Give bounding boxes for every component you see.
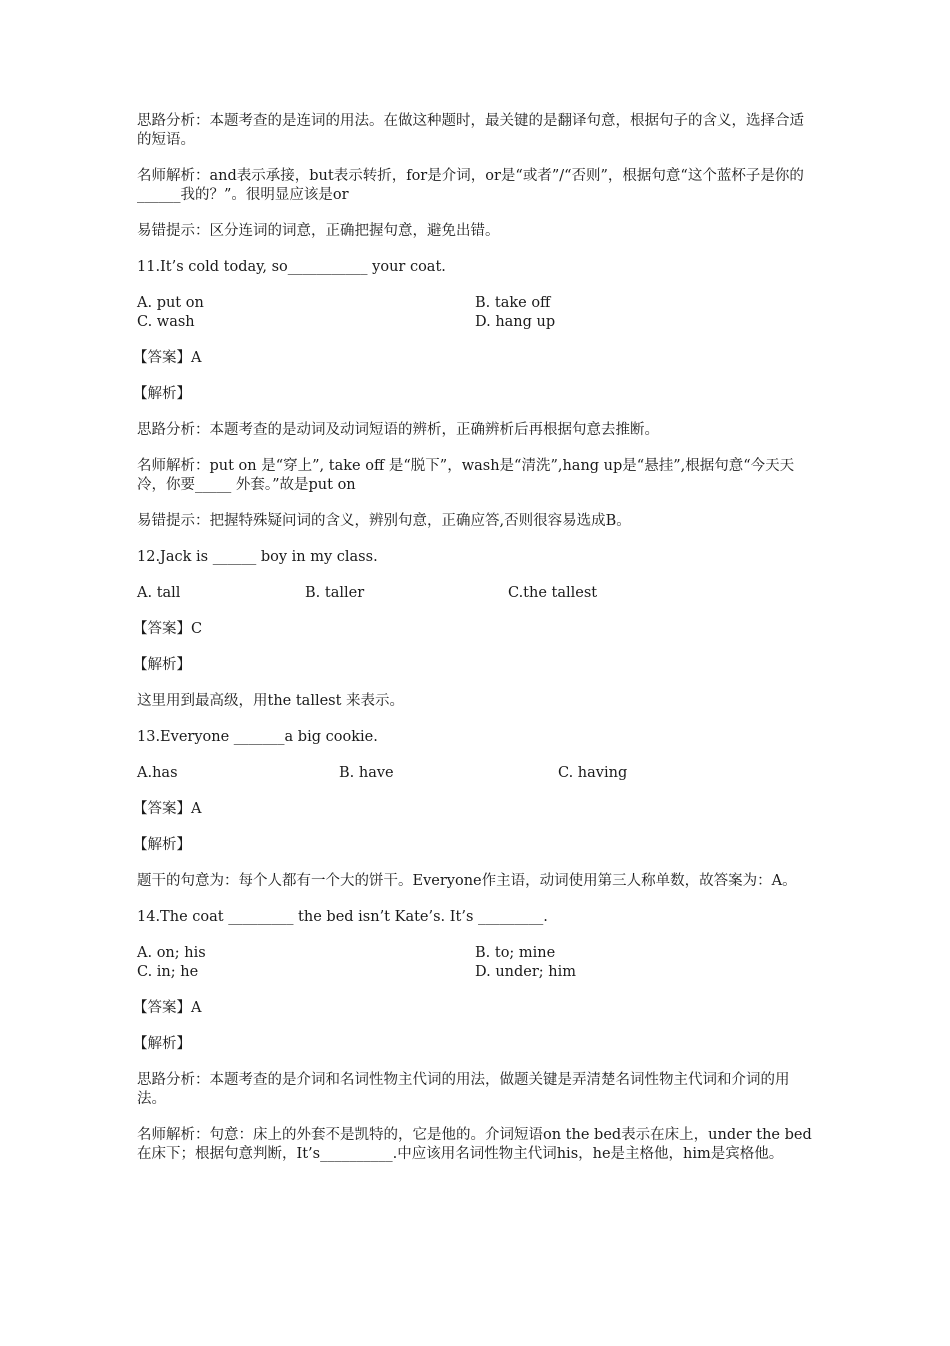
question-12: 12.Jack is ______ boy in my class. [137,549,378,565]
explanation-text: 这里用到最高级，用the tallest 来表示。 [137,693,405,709]
option-c: C.the tallest [508,585,598,601]
answer-label: 【答案】A [133,801,202,817]
options-row [137,313,817,332]
analysis-text: 思路分析：本题考查的是动词及动词短语的辨析，正确辨析后再根据句意去推断。 [137,422,659,438]
options-row [137,584,817,603]
options-row [137,963,817,982]
answer-label: 【答案】A [133,1000,202,1016]
option-b: B. take off [475,295,551,311]
answer-label: 【答案】C [133,621,203,637]
option-c: C. having [558,765,628,781]
explanation-heading: 【解析】 [133,1036,191,1052]
option-d: D. under; him [475,964,577,980]
document-page [133,112,817,1181]
option-b: B. have [339,765,394,781]
analysis-text: 思路分析：本题考查的是连词的用法。在做这种题时，最关键的是翻译句意，根据句子的含义，选择合适的短语。 [137,113,804,148]
error-tip: 易错提示：区分连词的词意，正确把握句意，避免出错。 [137,223,500,239]
teacher-explanation: 名师解析：and表示承接，but表示转折，for是介词，or是“或者”/“否则”，根据句意“这个蓝杯子是你的______我的？”。很明显应该是or [137,168,804,203]
explanation-heading: 【解析】 [133,386,191,402]
option-c: C. in; he [137,964,199,980]
option-d: D. hang up [475,314,556,330]
option-b: B. to; mine [475,945,556,961]
options-row [137,764,817,783]
teacher-explanation: 名师解析：句意：床上的外套不是凯特的，它是他的。介词短语on the bed表示在床上，under the bed在床下；根据句意判断，It’s__________.中应该用名词性物主代词his，he是主格他，him是宾格他。 [137,1127,812,1162]
explanation-heading: 【解析】 [133,837,191,853]
teacher-explanation: 名师解析：put on 是“穿上”, take off 是“脱下”，wash是“清洗”,hang up是“悬挂”,根据句意“今天天冷，你要_____ 外套。”故是put on [137,458,795,493]
options-row [137,294,817,313]
option-b: B. taller [305,585,365,601]
question-14: 14.The coat _________ the bed isn’t Kate’s. It’s _________. [137,909,548,925]
answer-label: 【答案】A [133,350,202,366]
question-11: 11.It’s cold today, so___________ your coat. [137,259,446,275]
question-13: 13.Everyone _______a big cookie. [137,729,378,745]
analysis-text: 思路分析：本题考查的是介词和名词性物主代词的用法，做题关键是弄清楚名词性物主代词和介词的用法。 [137,1072,790,1107]
option-c: C. wash [137,314,195,330]
error-tip: 易错提示：把握特殊疑问词的含义，辨别句意，正确应答,否则很容易选成B。 [137,513,631,529]
explanation-text: 题干的句意为：每个人都有一个大的饼干。Everyone作主语，动词使用第三人称单数，故答案为：A。 [137,873,797,889]
option-a: A. tall [137,585,181,601]
option-a: A. put on [137,295,204,311]
option-a: A.has [137,765,178,781]
options-row [137,944,817,963]
explanation-heading: 【解析】 [133,657,191,673]
option-a: A. on; his [137,945,206,961]
